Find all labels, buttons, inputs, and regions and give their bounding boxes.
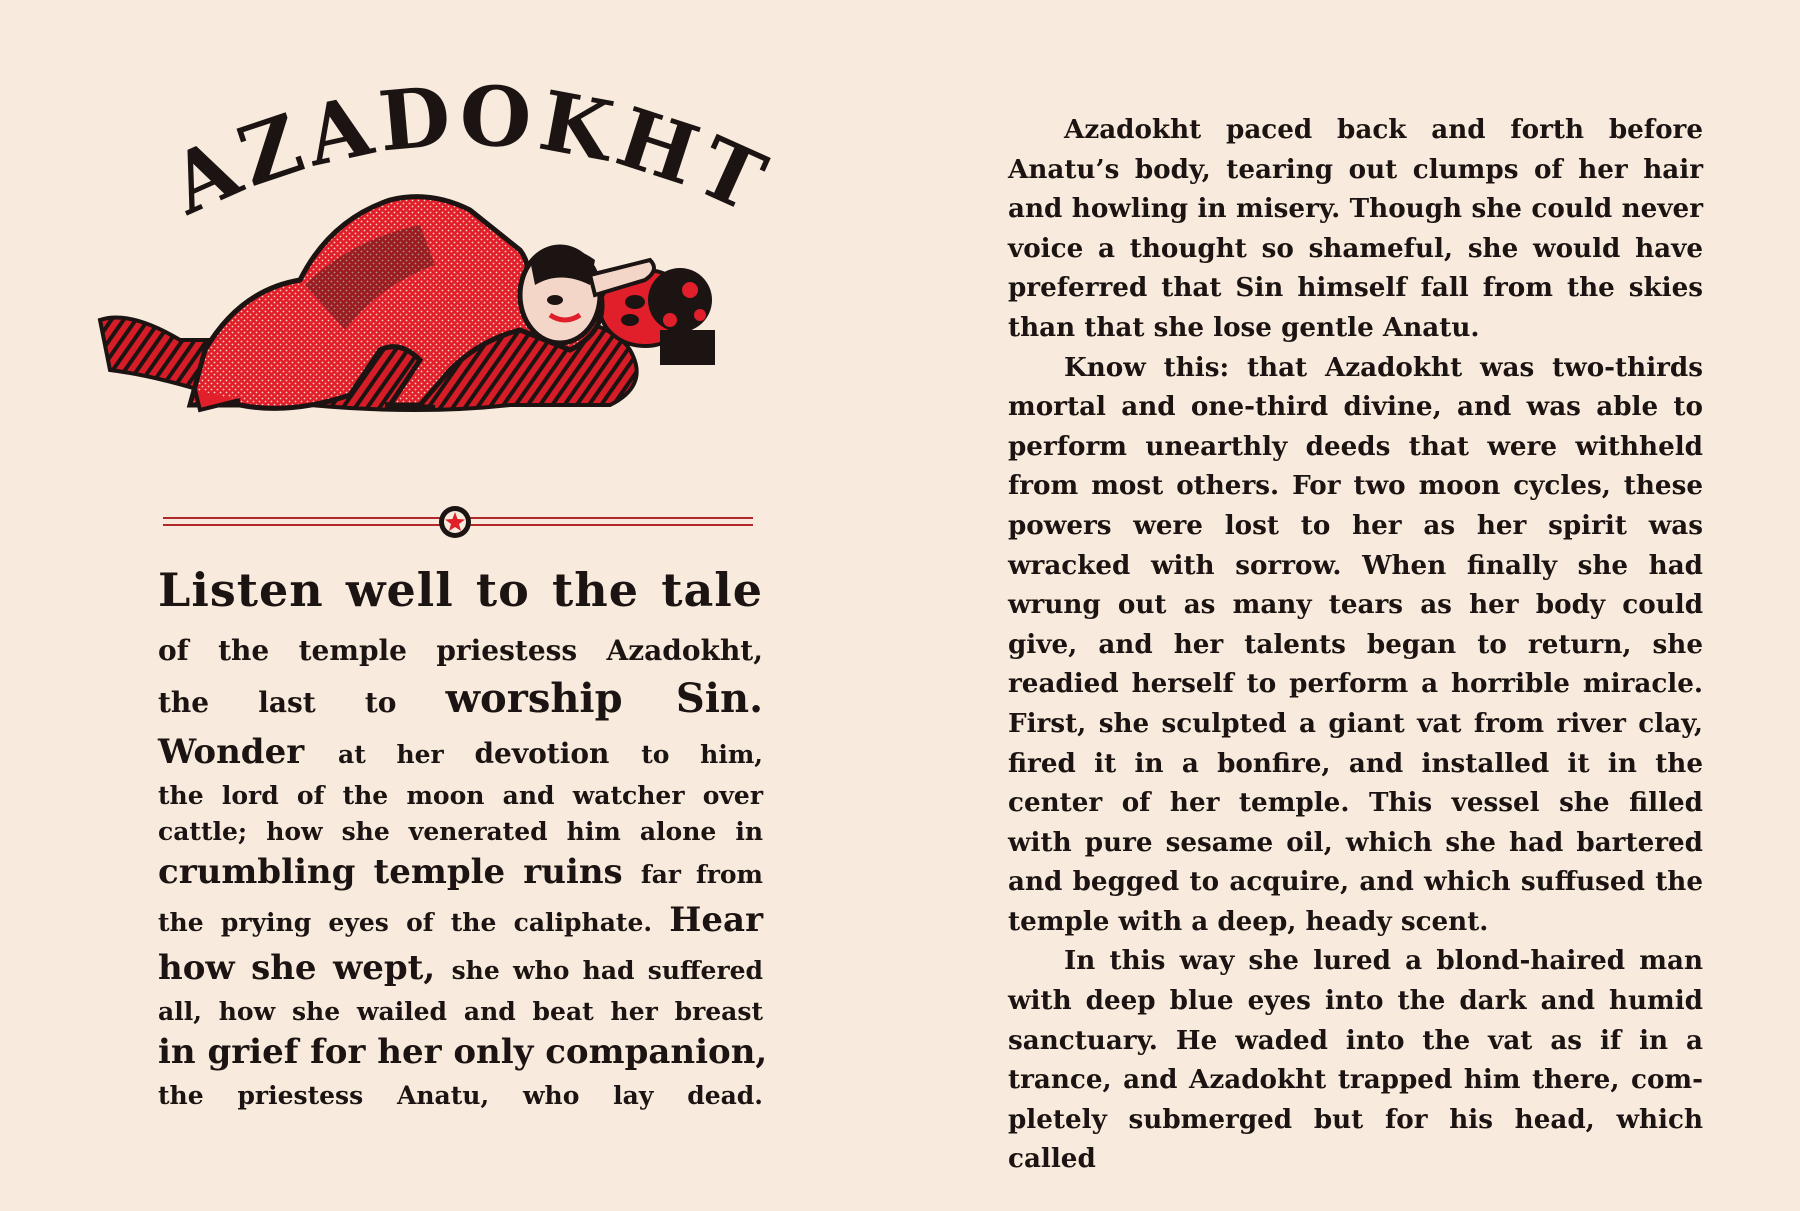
- intro-line: [158, 631, 763, 675]
- intro-line: [158, 560, 763, 631]
- star-medallion-icon: [438, 505, 472, 539]
- intro-passage: [158, 560, 768, 1115]
- intro-segment: worship: [445, 675, 676, 722]
- intro-segment: she who had suffered: [451, 956, 763, 985]
- intro-segment: in grief for her only companion,: [158, 1032, 768, 1072]
- intro-line: [158, 851, 763, 899]
- intro-line: [158, 947, 763, 995]
- body-paragraph: Know this: that Azadokht was two-thirds mortal and one-third divine, and was able to perform unearthly deeds that were withheld from most others. For two moon cycles, these powers were lost to her as her spirit was wracked with sorrow. When finally she had wrung out as many tears as her body could give, and her talents began to return, she readied herself to perform a horrible miracle. First, she sculpted a giant vat from river clay, fired it in a bonfire, and installed it in the center of her temple. This vessel she filled with pure sesame oil, which she had bartered and begged to acquire, and which suffused the temple with a deep, heady scent.: [1008, 351, 1703, 937]
- intro-segment: the prying eyes of the caliphate.: [158, 908, 670, 937]
- intro-segment: the lord of the moon and watcher over: [158, 781, 763, 810]
- body-paragraph: In this way she lured a blond-haired man with deep blue eyes into the dark and humid sanctuary. He waded into the vat as if in a trance, and Azadokht trapped him there, completely submerged but for his head, which called: [1008, 945, 1703, 1175]
- intro-segment: the last to: [158, 686, 446, 719]
- intro-segment: at her: [338, 740, 475, 769]
- intro-segment: Listen well to the tale: [158, 563, 763, 617]
- chapter-title-text: AZADOKHT: [156, 67, 784, 234]
- intro-line: [158, 995, 763, 1031]
- intro-segment: all, how she wailed and beat her breast: [158, 997, 763, 1026]
- intro-segment: cattle; how she venerated him alone in: [158, 817, 763, 846]
- intro-segment: Hear: [669, 900, 763, 940]
- woodcut-illustration: [90, 190, 810, 490]
- intro-segment: how she wept,: [158, 948, 452, 988]
- intro-line: [158, 1079, 763, 1115]
- intro-line: [158, 675, 763, 731]
- intro-segment: the priestess Anatu, who lay dead.: [158, 1081, 763, 1110]
- intro-line: [158, 899, 763, 947]
- right-page: [900, 0, 1800, 1211]
- intro-segment: far from: [640, 860, 763, 889]
- ornamental-divider: [163, 505, 753, 537]
- intro-segment: crumbling temple ruins: [158, 852, 641, 892]
- body-paragraph: Azadokht paced back and forth before Anatu’s body, tearing out clumps of her hair and howling in misery. Though she could never voice a thought so shameful, she would have preferred that Sin himself fall from the skies than that she lose gentle Anatu.: [1008, 114, 1703, 343]
- intro-segment: to him,: [641, 740, 763, 769]
- intro-segment: of the temple priestess Azadokht,: [158, 634, 763, 667]
- intro-line: [158, 815, 763, 851]
- intro-line: [158, 779, 763, 815]
- body-text: [1008, 110, 1703, 1179]
- intro-segment: Wonder: [158, 732, 338, 772]
- intro-segment: Sin.: [675, 675, 763, 722]
- intro-line: [158, 1031, 768, 1079]
- intro-segment: devotion: [474, 737, 642, 770]
- intro-line: [158, 731, 763, 779]
